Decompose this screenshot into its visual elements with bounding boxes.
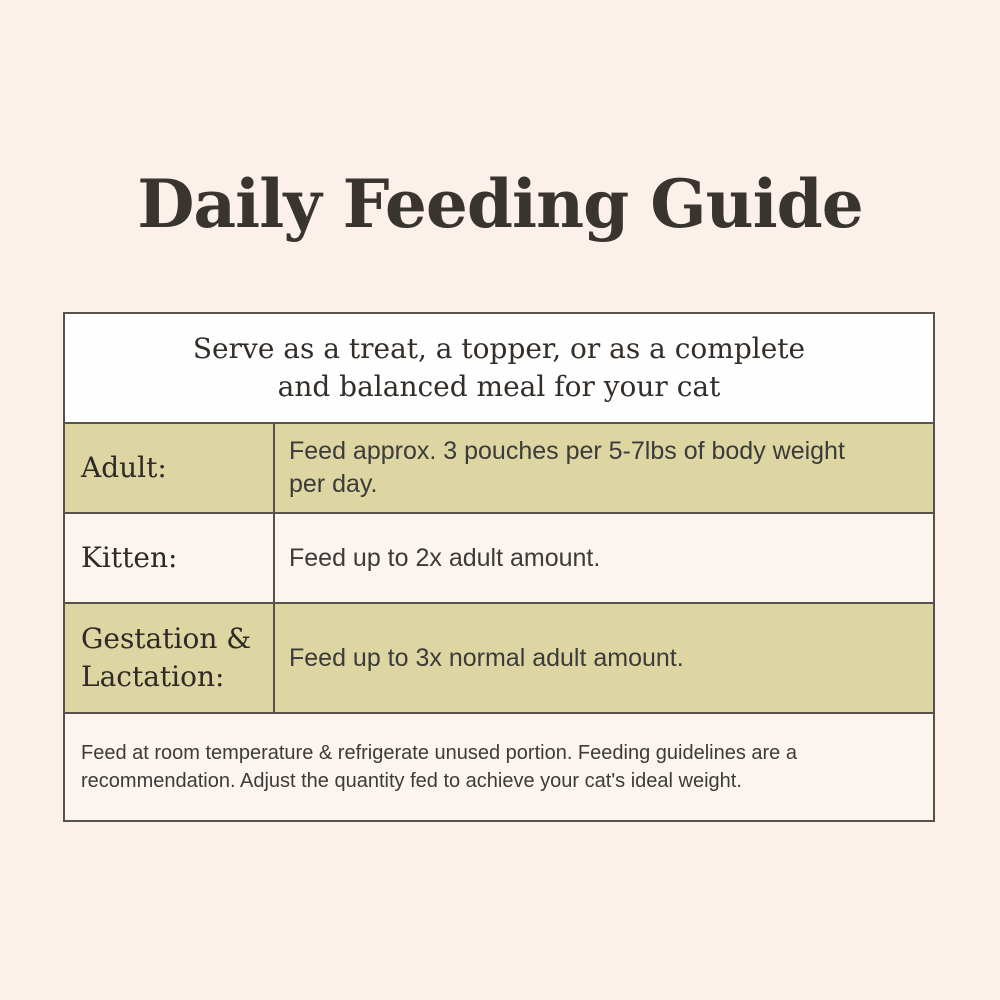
gestation-lactation-instruction-text: Feed up to 3x normal adult amount. bbox=[289, 643, 684, 672]
kitten-instruction bbox=[275, 514, 933, 602]
adult-label: Adult: bbox=[65, 424, 275, 512]
table-row-adult bbox=[65, 422, 933, 512]
gestation-lactation-instruction bbox=[275, 604, 933, 712]
table-header-line-1: Serve as a treat, a topper, or as a complete bbox=[192, 332, 806, 365]
page-title: Daily Feeding Guide bbox=[137, 165, 863, 243]
gestation-lactation-label: Gestation & Lactation: bbox=[65, 604, 275, 712]
footnote-text: Feed at room temperature & refrigerate unused portion. Feeding guidelines are a recommendation. Adjust the quantity fed to achieve your cat's ideal weight. bbox=[81, 742, 797, 792]
kitten-label: Kitten: bbox=[65, 514, 275, 602]
kitten-instruction-text: Feed up to 2x adult amount. bbox=[289, 543, 601, 572]
table-footnote-row bbox=[65, 712, 933, 820]
adult-instruction bbox=[275, 424, 933, 512]
table-header-row bbox=[65, 314, 933, 422]
adult-instruction-text: Feed approx. 3 pouches per 5-7lbs of body weight per day. bbox=[289, 437, 845, 498]
feeding-guide-table bbox=[63, 312, 935, 822]
table-row-kitten bbox=[65, 512, 933, 602]
table-row-gestation-lactation bbox=[65, 602, 933, 712]
table-header-line-2: and balanced meal for your cat bbox=[277, 370, 721, 403]
